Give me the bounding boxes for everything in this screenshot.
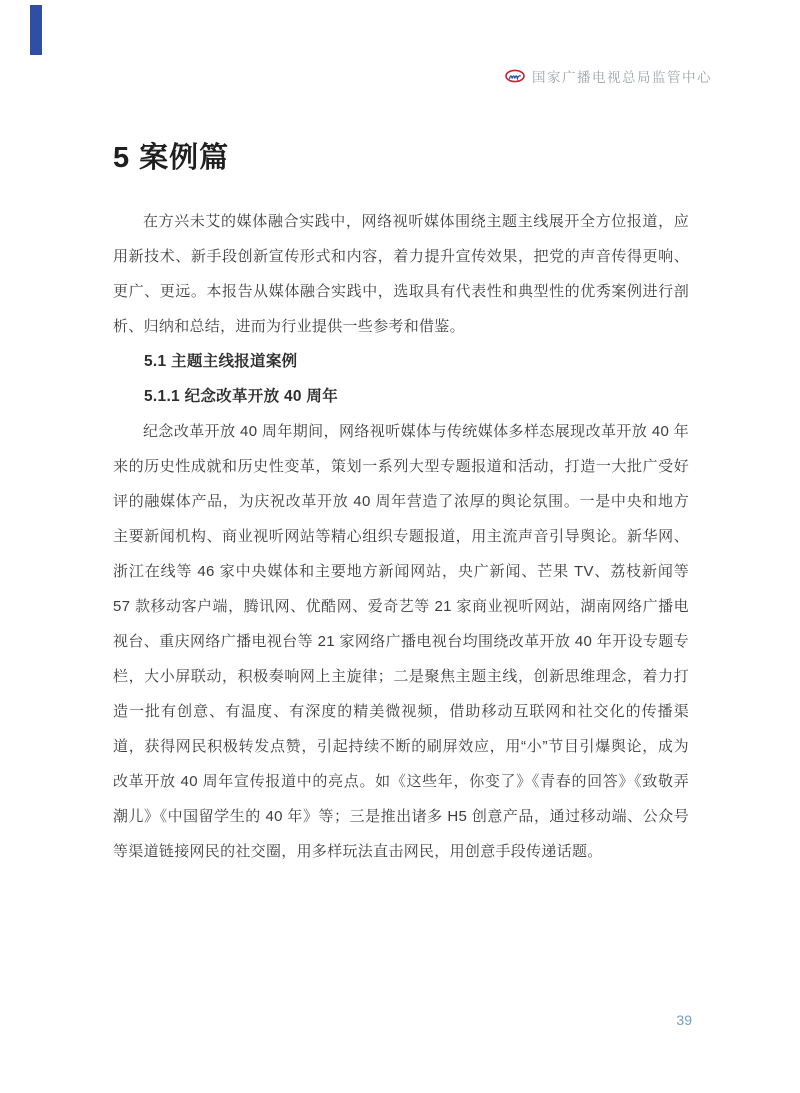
section-heading-5-1-1: 5.1.1 纪念改革开放 40 周年 — [144, 388, 339, 405]
corner-accent-bar — [30, 5, 42, 55]
header-org-name: 国家广播电视总局监管中心 — [532, 70, 712, 85]
section-heading-5-1: 5.1 主题主线报道案例 — [144, 353, 298, 370]
intro-paragraph: 在方兴未艾的媒体融合实践中，网络视听媒体围绕主题主线展开全方位报道，应用新技术、新手段创新宣传形式和内容，着力提升宣传效果，把党的声音传得更响、更广、更远。本报告从媒体融合实践中，选取具有代表性和典型性的优秀案例进行剖析、归纳和总结，进而为行业提供一些参考和借鉴。 — [113, 213, 689, 335]
chapter-title: 5 案例篇 — [113, 142, 230, 174]
page-number: 39 — [676, 1012, 692, 1028]
section-body-paragraph: 纪念改革开放 40 周年期间，网络视听媒体与传统媒体多样态展现改革开放 40 年来的历史性成就和历史性变革，策划一系列大型专题报道和活动，打造一大批广受好评的融媒体产品，为庆祝改革开放 40 周年营造了浓厚的舆论氛围。一是中央和地方主要新闻机构、商业视听网站等精心组织专题报道，用主流声音引导舆论。新华网、浙江在线等 46 家中央媒体和主要地方新闻网站，央广新闻、芒果 TV、荔枝新闻等 57 款移动客户端，腾讯网、优酷网、爱奇艺等 21 家商业视听网站，湖南网络广播电视台、重庆网络广播电视台等 21 家网络广播电视台均围绕改革开放 40 年开设专题专栏，大小屏联动，积极奏响网上主旋律；二是聚焦主题主线，创新思维理念，着力打造一批有创意、有温度、有深度的精美微视频，借助移动互联网和社交化的传播渠道，获得网民积极转发点赞，引起持续不断的刷屏效应，用“小”节目引爆舆论，成为改革开放 40 周年宣传报道中的亮点。如《这些年，你变了》《青春的回答》《致敬弄潮儿》《中国留学生的 40 年》等；三是推出诸多 H5 创意产品，通过移动端、公众号等渠道链接网民的社交圈，用多样玩法直击网民，用创意手段传递话题。 — [113, 423, 689, 860]
document-body — [113, 0, 689, 869]
